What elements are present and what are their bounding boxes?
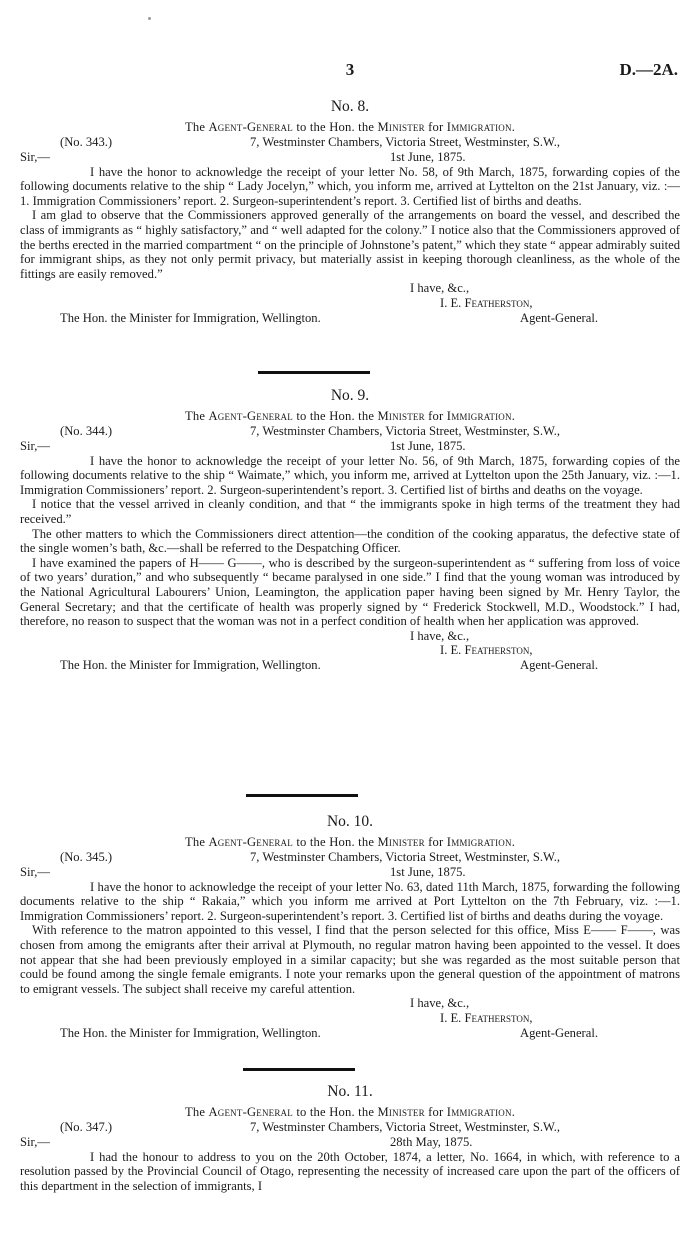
letter-date: 1st June, 1875.: [390, 864, 466, 879]
letter-no-8: [20, 97, 680, 327]
paragraph: I have the honor to acknowledge the receipt of your letter No. 58, of 9th March, 1875, forwarding copies of the following documents relative to the ship “ Lady Jocelyn,” which, you inform me, arrived at Lyttelton on the 21st January, viz. :—1. Immigration Commissioners’ report. 2. Surgeon-superintendent’s report. 3. Certified list of births and deaths.: [20, 164, 680, 208]
letter-number: No. 8.: [330, 98, 370, 115]
letter-number: No. 10.: [326, 813, 374, 830]
letter-no-10: [20, 812, 680, 1042]
letter-ref: (No. 345.): [60, 849, 113, 864]
page-number: 3: [345, 60, 355, 79]
paragraph: With reference to the matron appointed to this vessel, I find that the person selected for this office, Miss E—— F——, was chosen from among the emigrants after their arrival at Plymouth, no regular matron having been appointed to the vessel. It does not appear that she had been previously employed in a similar capacity; but she was regarded as the most suitable person that could be found among the single female emigrants. I note your remarks upon the general question of the appointment of matrons to emigrant vessels. The subject shall receive my careful attention.: [20, 923, 680, 996]
letter-number: No. 11.: [327, 1083, 373, 1100]
letter-title: The Agent-General to the Hon. the Minister for Immigration.: [184, 1105, 516, 1119]
recipient: The Hon. the Minister for Immigration, Wellington.: [60, 1025, 321, 1040]
salutation: Sir,—: [20, 438, 50, 453]
closing: I have, &c.,: [410, 628, 470, 643]
letter-number: No. 9.: [330, 387, 370, 404]
letter-ref: (No. 343.): [60, 134, 113, 149]
letter-no-11: [20, 1082, 680, 1193]
letter-title: The Agent-General to the Hon. the Minister for Immigration.: [184, 120, 516, 134]
paragraph: I notice that the vessel arrived in cleanly condition, and that “ the immigrants spoke in high terms of the treatment they had received.”: [20, 497, 680, 526]
section-divider: [243, 1068, 355, 1071]
letter-ref: (No. 344.): [60, 423, 113, 438]
paragraph: The other matters to which the Commissioners direct attention—the condition of the cooking apparatus, the defective state of the single women’s bath, &c.—shall be referred to the Despatching Officer.: [20, 526, 680, 556]
recipient: The Hon. the Minister for Immigration, Wellington.: [60, 657, 321, 672]
document-reference: D.—2A.: [619, 60, 678, 79]
letter-title: The Agent-General to the Hon. the Minister for Immigration.: [184, 835, 516, 849]
sender-address: 7, Westminster Chambers, Victoria Street, Westminster, S.W.,: [250, 134, 561, 149]
paragraph: I have examined the papers of H—— G——, who is described by the surgeon-superintendent as “ suffering from loss of voice of two years’ duration,” and who subsequently “ became paralysed in one side.” I find that the young woman was introduced by the National Agricultural Labourers’ Union, Leamington, the application paper having been signed by Mr. Henry Taylor, the General Secretary; and that the certificate of health was properly signed by “ Frederick Stockwell, M.D., Woodstock.” I had, therefore, no reason to suspect that the woman was not in a perfect condition of health when her application was approved.: [20, 555, 680, 629]
salutation: Sir,—: [20, 864, 50, 879]
sender-address: 7, Westminster Chambers, Victoria Street, Westminster, S.W.,: [250, 1119, 561, 1134]
salutation: Sir,—: [20, 149, 50, 164]
signer-name: I. E. Featherston,: [440, 295, 533, 310]
signer-name: I. E. Featherston,: [440, 643, 533, 658]
letter-no-9: [20, 386, 680, 674]
recipient: The Hon. the Minister for Immigration, Wellington.: [60, 310, 321, 325]
paragraph: I have the honor to acknowledge the receipt of your letter No. 56, of 9th March, 1875, forwarding copies of the following documents relative to the ship “ Waimate,” which, you inform me, arrived at Lyttelton upon the 25th January, viz. :—1. Immigration Commissioners’ report. 2. Surgeon-superintendent’s report. 3. Certified list of births and deaths on the voyage.: [20, 453, 680, 497]
signer-name: I. E. Featherston,: [440, 1010, 533, 1025]
sender-address: 7, Westminster Chambers, Victoria Street, Westminster, S.W.,: [250, 423, 561, 438]
letter-date: 1st June, 1875.: [390, 438, 466, 453]
section-divider: [258, 371, 370, 374]
letter-date: 28th May, 1875.: [390, 1134, 473, 1149]
closing: I have, &c.,: [410, 996, 470, 1011]
letter-date: 1st June, 1875.: [390, 149, 466, 164]
letter-ref: (No. 347.): [60, 1119, 113, 1134]
scan-speck: [148, 17, 151, 20]
signer-title: Agent-General.: [520, 1025, 598, 1040]
paragraph: I have the honor to acknowledge the receipt of your letter No. 63, dated 11th March, 1875, forwarding the following documents relative to the ship “ Rakaia,” which you inform me arrived at Port Lyttelton on the 7th February, viz. :—1. Immigration Commissioners’ report. 2. Surgeon-superintendent’s report. 3. Certified list of births and deaths during the voyage.: [20, 879, 680, 923]
section-divider: [246, 794, 358, 797]
paragraph: I am glad to observe that the Commissioners approved generally of the arrangements on board the vessel, and described the class of immigrants as “ highly satisfactory,” and “ well adapted for the colony.” I notice also that the Commissioners approved of the berths erected in the married compartment “ on the principle of Johnstone’s patent,” which they state “ appear admirably suited for immigrant ships, as they not only permit privacy, but materially assist in keeping thorough cleanliness, as the whole of the fittings are easily removed.”: [20, 208, 680, 281]
sender-address: 7, Westminster Chambers, Victoria Street, Westminster, S.W.,: [250, 849, 561, 864]
letter-title: The Agent-General to the Hon. the Minister for Immigration.: [184, 409, 516, 423]
salutation: Sir,—: [20, 1134, 50, 1149]
paragraph: I had the honour to address to you on the 20th October, 1874, a letter, No. 1664, in which, with reference to a resolution passed by the Provincial Council of Otago, representing the necessity of increased care upon the part of the officers of this department in the selection of immigrants, I: [20, 1149, 680, 1193]
signer-title: Agent-General.: [520, 310, 598, 325]
closing: I have, &c.,: [410, 281, 470, 296]
signer-title: Agent-General.: [520, 657, 598, 672]
